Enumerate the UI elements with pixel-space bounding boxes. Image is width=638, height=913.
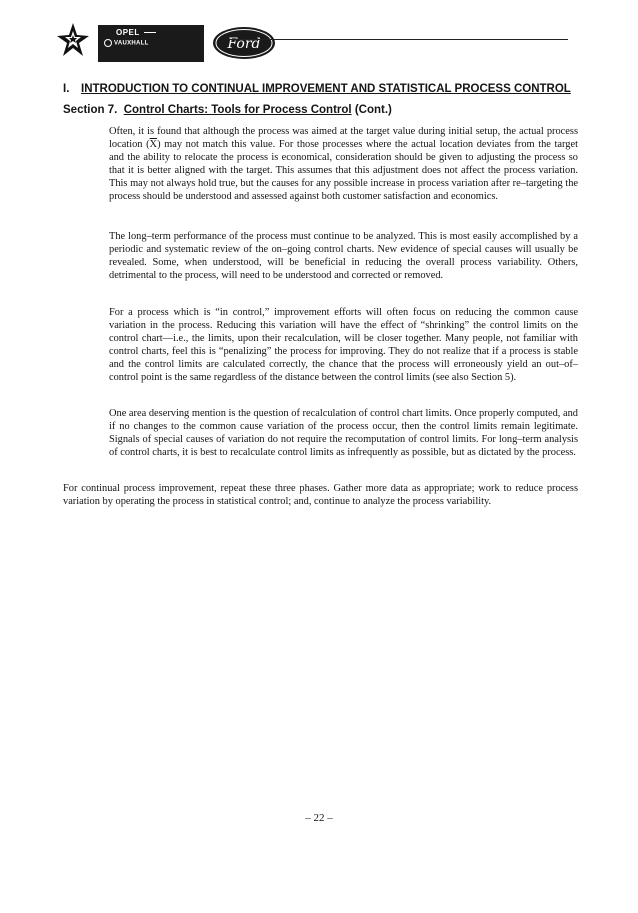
vauxhall-griffin-icon: [104, 39, 112, 47]
chapter-heading: [63, 83, 583, 95]
chrysler-star-logo: [56, 22, 90, 58]
chapter-title: INTRODUCTION TO CONTINUAL IMPROVEMENT AND STATISTICAL PROCESS CONTROL: [81, 83, 571, 95]
opel-vauxhall-logo: [98, 25, 204, 62]
paragraph-continual-improvement: For continual process improvement, repeat these three phases. Gather more data as appropriate; work to reduce process variation by operating the process in statistical control; and, continue to analyze the process variability.: [63, 483, 578, 508]
section-heading: [63, 104, 583, 116]
chapter-number: I.: [63, 83, 70, 95]
paragraph-long-term-performance: The long–term performance of the process must continue to be analyzed. This is most easily accomplished by a periodic and systematic review of the on–going control charts. New evidence of special causes will usually be revealed. Some, when understood, will be beneficial in reducing the overall process variability. Others, detrimental to the process, will need to be understood and corrected or removed.: [109, 231, 578, 282]
paragraph-recalculation-limits: One area deserving mention is the question of recalculation of control chart limits. Once properly computed, and if no changes to the common cause variation of the process occur, then the control limits remain legitimate. Signals of special causes of variation do not require the recomputation of control limits. For long–term analysis of control charts, it is best to recalculate control limits as infrequently as possible, but as dictated by the process.: [109, 408, 578, 459]
section-label: Section 7.: [63, 104, 118, 116]
paragraph-text: ) may not match this value. For those processes where the actual location deviates from the target and the ability to relocate the process is economical, consideration should be given to adjusting the process so that it is better aligned with the target. This assumes that this adjustment does not affect the process variation. This may not always hold true, but the causes for any possible increase in process variation after re–targeting the process should be understood and assessed against both customer satisfaction and economics.: [109, 139, 578, 203]
vauxhall-text: VAUXHALL: [114, 40, 149, 47]
x-bar-symbol: $\overline{X}$: [149, 139, 158, 151]
page-number: – 22 –: [305, 812, 333, 824]
paragraph-common-cause-reduction: For a process which is “in control,” improvement efforts will often focus on reducing the common cause variation in the process. Reducing this variation will have the effect of “shrinking” the control limits on the control chart—i.e., the limits, upon their recalculation, will be closer together. Many people, not familiar with control charts, feel this is “penalizing” the process for improving. They do not realize that if a process is stable and the control limits are calculated correctly, the chance that the process will erroneously yield an out–of–control point is the same regardless of the distance between the control limits (see also Section 5).: [109, 307, 578, 384]
paragraph-text: Often, it is found that although the process was aimed at the target value during initial setup, the actual process location (: [109, 126, 578, 151]
opel-text: OPEL: [116, 28, 140, 37]
ford-logo: [212, 26, 276, 60]
paragraph-target-adjustment: [109, 125, 578, 204]
section-suffix: (Cont.): [354, 104, 392, 116]
header-rule: [228, 39, 568, 40]
section-title: Control Charts: Tools for Process Control: [123, 104, 352, 116]
opel-bolt-icon: [144, 32, 156, 33]
ford-text: Ford: [227, 36, 261, 52]
